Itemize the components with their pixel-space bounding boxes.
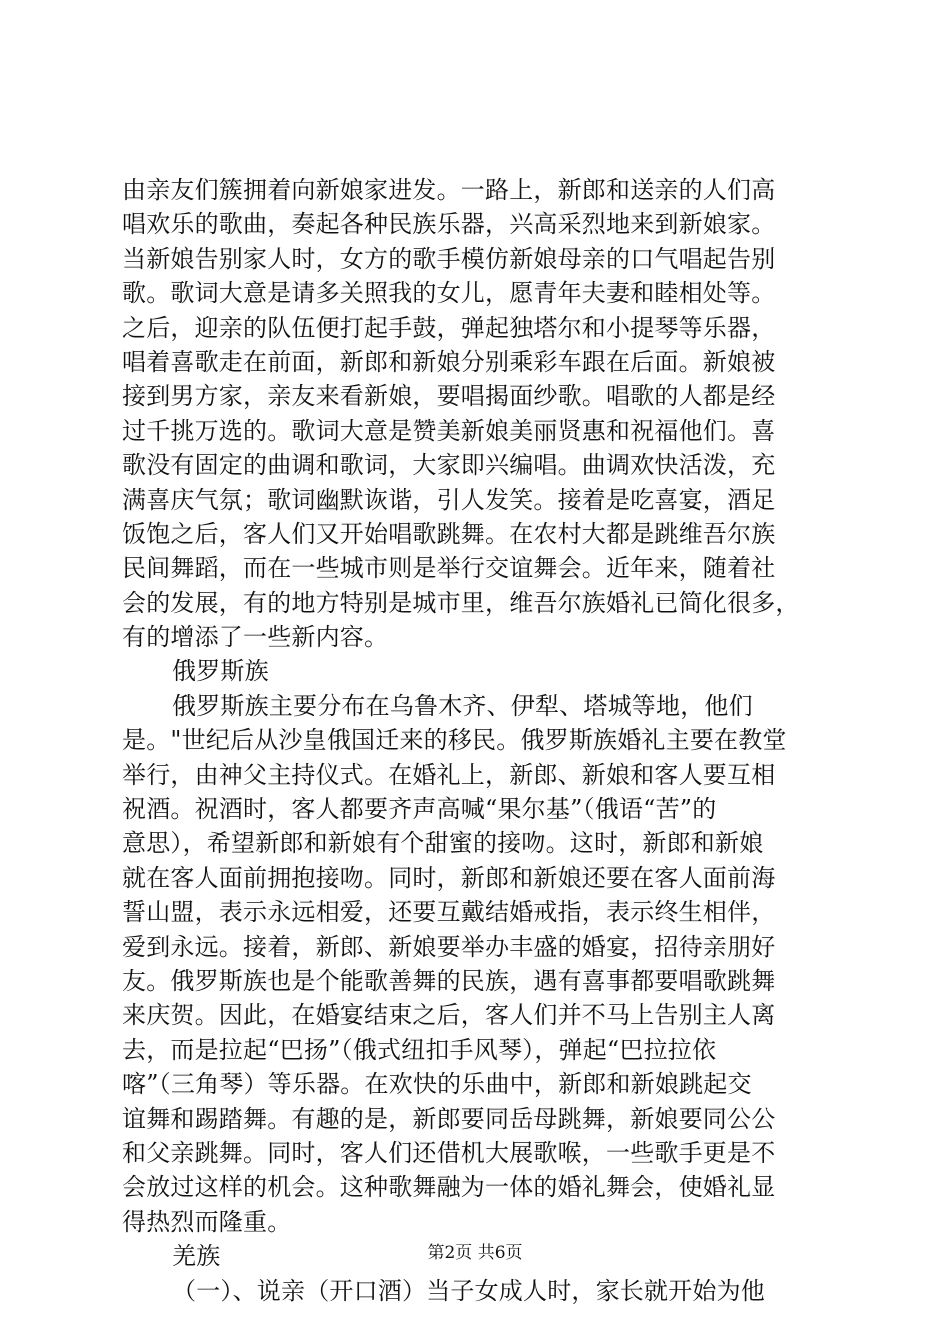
- text-line: 祝酒。祝酒时，客人都要齐声高喊“果尔基”（俄语“苦”的: [122, 795, 717, 824]
- text-line: 当新娘告别家人时，女方的歌手模仿新娘母亲的口气唱起告别: [122, 244, 776, 273]
- document-body: [122, 173, 842, 1308]
- text-line: 谊舞和踢踏舞。有趣的是，新郎要同岳母跳舞，新娘要同公公: [122, 1104, 776, 1133]
- section-heading: 俄罗斯族: [172, 657, 269, 686]
- text-line: 来庆贺。因此，在婚宴结束之后，客人们并不马上告别主人离: [122, 1001, 776, 1030]
- text-line: 举行，由神父主持仪式。在婚礼上，新郎、新娘和客人要互相: [122, 760, 776, 789]
- text-line: 歌没有固定的曲调和歌词，大家即兴编唱。曲调欢快活泼，充: [122, 451, 776, 480]
- text-line: 喀”（三角琴）等乐器。在欢快的乐曲中，新郎和新娘跳起交: [122, 1070, 752, 1099]
- section-heading: 羌族: [172, 1242, 221, 1271]
- text-line: 就在客人面前拥抱接吻。同时，新郎和新娘还要在客人面前海: [122, 863, 776, 892]
- text-line: 唱欢乐的歌曲，奏起各种民族乐器，兴高采烈地来到新娘家。: [122, 210, 776, 239]
- text-line: （一）、说亲（开口酒）当子女成人时，家长就开始为他: [172, 1276, 765, 1305]
- text-line: 饭饱之后，客人们又开始唱歌跳舞。在农村大都是跳维吾尔族: [122, 519, 776, 548]
- text-line: 爱到永远。接着，新郎、新娘要举办丰盛的婚宴，招待亲朋好: [122, 932, 776, 961]
- text-line: 是。"世纪后从沙皇俄国迁来的移民。俄罗斯族婚礼主要在教堂: [122, 726, 787, 755]
- text-line: 由亲友们簇拥着向新娘家进发。一路上，新郎和送亲的人们高: [122, 176, 776, 204]
- text-line: 满喜庆气氛；歌词幽默诙谐，引人发笑。接着是吃喜宴，酒足: [122, 485, 776, 514]
- text-line: 接到男方家，亲友来看新娘，要唱揭面纱歌。唱歌的人都是经: [122, 382, 776, 411]
- text-line: 有的增添了一些新内容。: [122, 623, 389, 652]
- text-line: 会的发展，有的地方特别是城市里，维吾尔族婚礼已简化很多，: [122, 588, 800, 617]
- page-footer: 第2页 共6页: [427, 1243, 523, 1263]
- text-line: 誓山盟，表示永远相爱，还要互戴结婚戒指，表示终生相伴，: [122, 898, 776, 927]
- text-line: 唱着喜歌走在前面，新郎和新娘分别乘彩车跟在后面。新娘被: [122, 347, 776, 376]
- text-line: 之后，迎亲的队伍便打起手鼓，弹起独塔尔和小提琴等乐器，: [122, 313, 776, 342]
- text-line: 得热烈而隆重。: [122, 1207, 292, 1236]
- text-line: 去，而是拉起“巴扬”（俄式纽扣手风琴），弹起“巴拉拉依: [122, 1035, 717, 1064]
- text-line: 民间舞蹈，而在一些城市则是举行交谊舞会。近年来，随着社: [122, 554, 776, 583]
- text-line: 友。俄罗斯族也是个能歌善舞的民族，遇有喜事都要唱歌跳舞: [122, 966, 776, 995]
- text-line: 俄罗斯族主要分布在乌鲁木齐、伊犁、塔城等地，他们: [172, 691, 753, 720]
- text-line: 和父亲跳舞。同时，客人们还借机大展歌喉，一些歌手更是不: [122, 1138, 776, 1167]
- text-line: 会放过这样的机会。这种歌舞融为一体的婚礼舞会，使婚礼显: [122, 1173, 776, 1202]
- text-line: 过千挑万选的。歌词大意是赞美新娘美丽贤惠和祝福他们。喜: [122, 416, 776, 445]
- text-line: 意思），希望新郎和新娘有个甜蜜的接吻。这时，新郎和新娘: [122, 829, 764, 858]
- text-line: 歌。歌词大意是请多关照我的女儿，愿青年夫妻和睦相处等。: [122, 279, 776, 308]
